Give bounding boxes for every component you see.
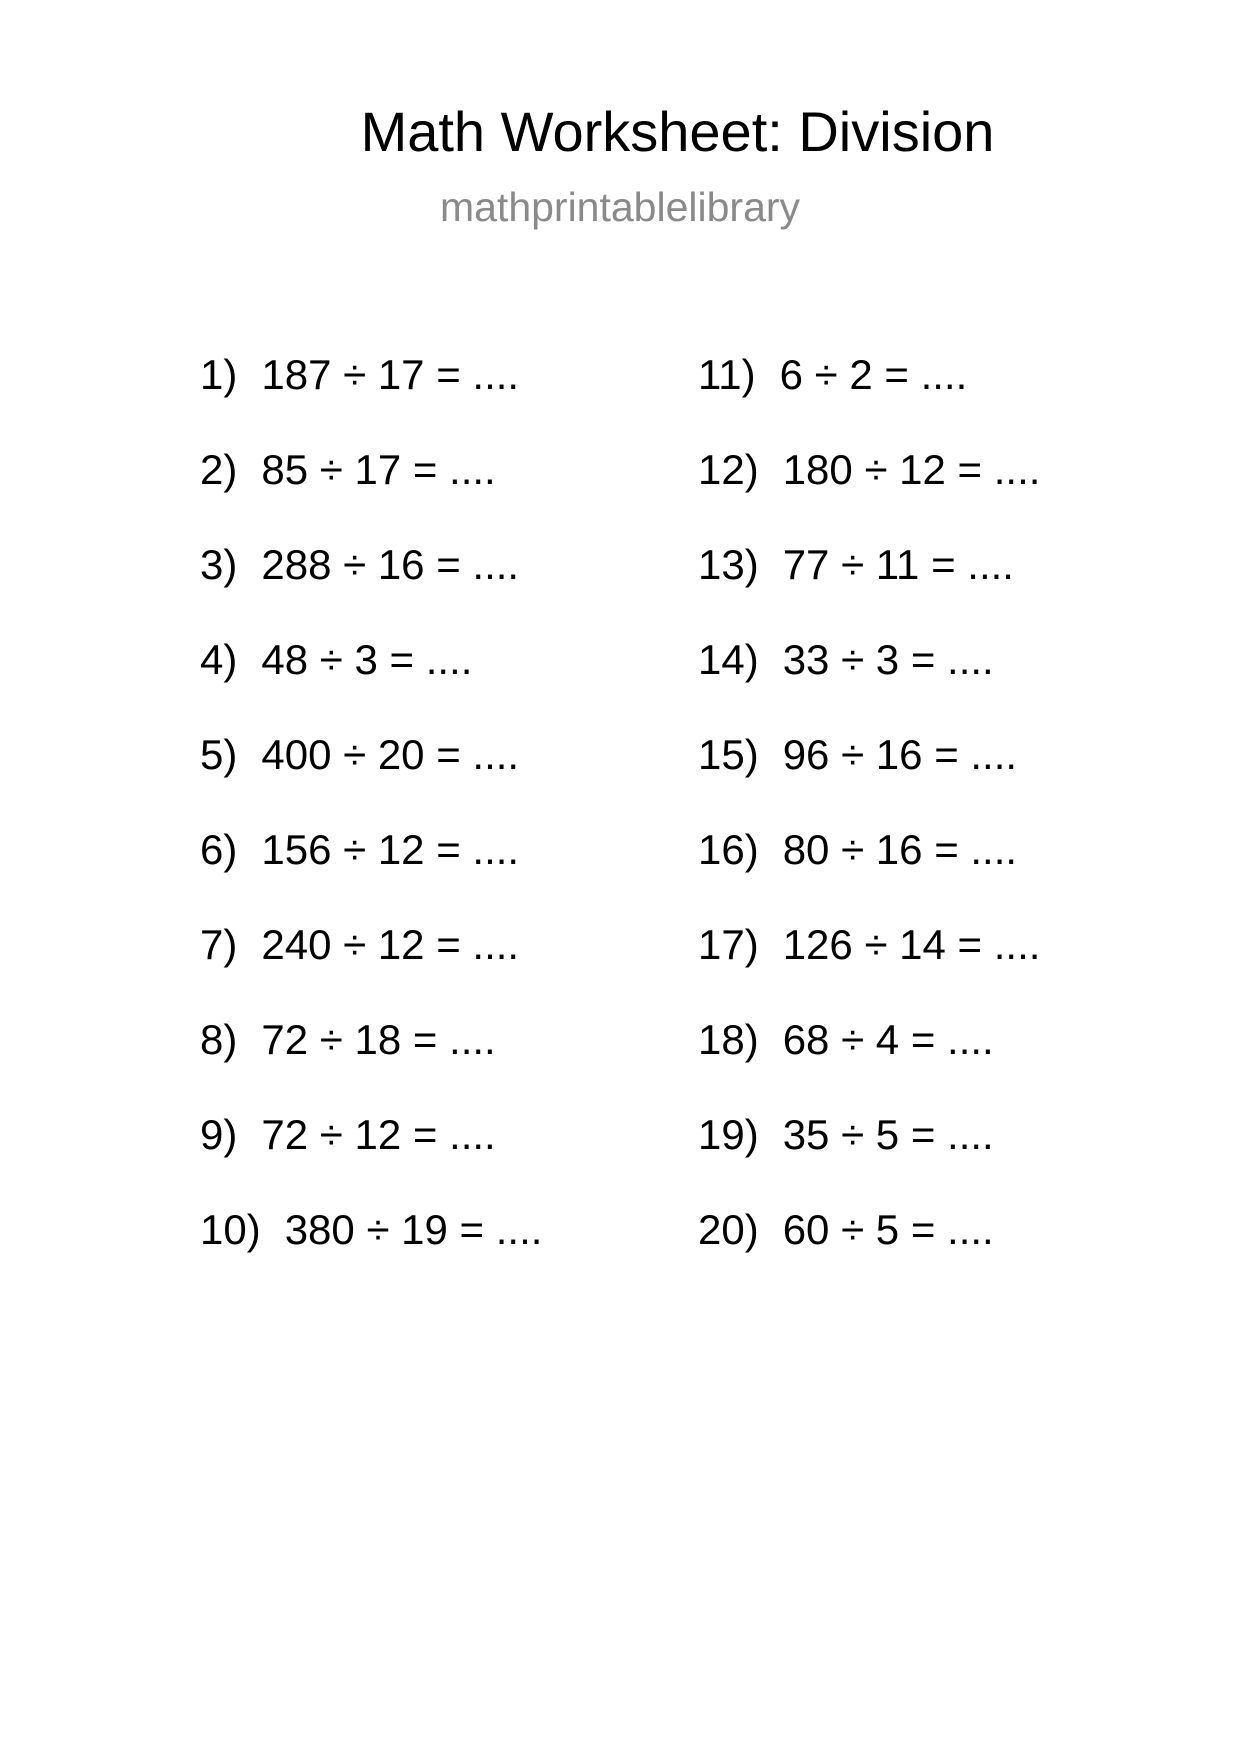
problem-number: 12) [698, 446, 759, 493]
problem-item [698, 443, 1118, 538]
problem-expression: 72 ÷ 18 = .... [261, 1016, 496, 1063]
problem-item [200, 1108, 620, 1203]
problem-number: 9) [200, 1111, 238, 1158]
problem-expression: 96 ÷ 16 = .... [782, 731, 1018, 778]
problem-expression: 156 ÷ 12 = .... [261, 826, 520, 873]
problem-number: 16) [698, 826, 759, 873]
problem-number: 13) [698, 541, 759, 588]
problem-expression: 48 ÷ 3 = .... [261, 636, 473, 683]
problem-item [200, 823, 620, 918]
problem-number: 1) [200, 351, 238, 398]
problem-item [698, 1203, 1118, 1298]
problem-item [698, 728, 1118, 823]
problem-item [200, 728, 620, 823]
problem-number: 5) [200, 731, 238, 778]
problem-number: 7) [200, 921, 238, 968]
problem-expression: 35 ÷ 5 = .... [782, 1111, 994, 1158]
problem-expression: 400 ÷ 20 = .... [261, 731, 520, 778]
problem-number: 6) [200, 826, 238, 873]
problem-item [200, 538, 620, 633]
problem-number: 3) [200, 541, 238, 588]
problem-number: 15) [698, 731, 759, 778]
problem-item [200, 1203, 620, 1298]
problem-item [698, 1108, 1118, 1203]
problem-number: 18) [698, 1016, 759, 1063]
problem-expression: 380 ÷ 19 = .... [284, 1206, 543, 1253]
problem-item [200, 633, 620, 728]
problem-number: 19) [698, 1111, 759, 1158]
problem-expression: 240 ÷ 12 = .... [261, 921, 520, 968]
problem-expression: 126 ÷ 14 = .... [782, 921, 1041, 968]
problem-number: 17) [698, 921, 759, 968]
problem-number: 14) [698, 636, 759, 683]
problem-expression: 33 ÷ 3 = .... [782, 636, 994, 683]
problem-number: 20) [698, 1206, 759, 1253]
problem-column-right [698, 348, 1118, 1298]
problem-column-left [200, 348, 620, 1298]
problem-expression: 60 ÷ 5 = .... [782, 1206, 994, 1253]
problem-expression: 72 ÷ 12 = .... [261, 1111, 496, 1158]
problem-item [698, 538, 1118, 633]
problem-expression: 85 ÷ 17 = .... [261, 446, 496, 493]
problem-item [200, 443, 620, 538]
problem-item [698, 823, 1118, 918]
problem-number: 2) [200, 446, 238, 493]
problem-item [698, 1013, 1118, 1108]
problem-item [200, 918, 620, 1013]
problem-item [200, 348, 620, 443]
problem-expression: 77 ÷ 11 = .... [782, 541, 1014, 588]
problem-expression: 6 ÷ 2 = .... [779, 351, 968, 398]
problem-expression: 288 ÷ 16 = .... [261, 541, 520, 588]
problem-item [698, 918, 1118, 1013]
problem-expression: 180 ÷ 12 = .... [782, 446, 1041, 493]
page-subtitle: mathprintablelibrary [439, 184, 801, 230]
problem-item [200, 1013, 620, 1108]
problem-item [698, 633, 1118, 728]
problem-expression: 187 ÷ 17 = .... [261, 351, 520, 398]
problem-expression: 68 ÷ 4 = .... [782, 1016, 994, 1063]
problem-number: 11) [698, 351, 756, 398]
problem-number: 4) [200, 636, 238, 683]
page-title: Math Worksheet: Division [360, 100, 995, 163]
problem-number: 8) [200, 1016, 238, 1063]
problem-expression: 80 ÷ 16 = .... [782, 826, 1018, 873]
problem-item [698, 348, 1118, 443]
problem-number: 10) [200, 1206, 261, 1253]
